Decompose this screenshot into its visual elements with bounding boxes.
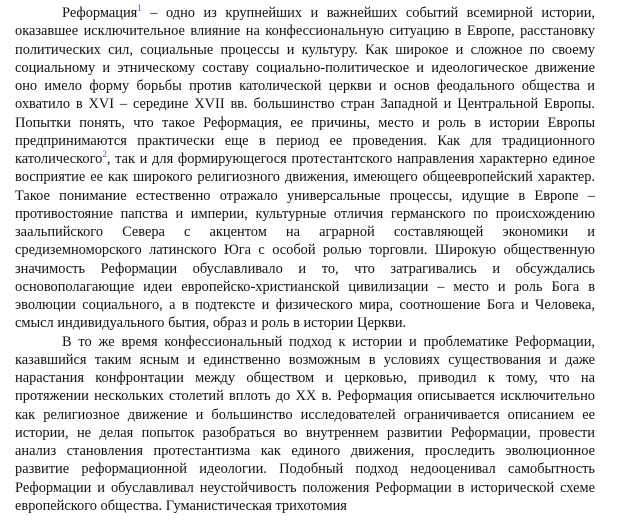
- text-run: , так и для формирующегося протестантского направления характерно единое восприятие ее как широкого религиозного движения, имеющего общеевропейский характер. Такое понимание естественно отражало универсальные процессы, идущие в Европе – противостояние папства и империи, культурные отличия германского по происхождению заальпийского Севера с акцентом на аграрной составляющей экономики и средиземноморского латинского Юга с особой ролью торговли. Широкую общественную значимость Реформации обуславливало и то, что затрагивались и обсуждались основополагающие идеи европейско-христианской цивилизации – место и роль Бога в эволюции социального, а в подтексте и физического мира, соотношение Бога и Человека, смысл индивидуального бытия, образ и роль в истории Церкви.: [15, 151, 595, 332]
- text-run: В то же время конфессиональный подход к истории и проблематике Реформации, казавшийся таким ясным и единственно возможным в условиях существования и даже нарастания конфронтации между обществом и церковью, приводил к тому, что на протяжении нескольких столетий вплоть до XX в. Реформация описывается исключительно как религиозное движение и большинство исследователей ограничивается описанием ее истории, не делая попыток разобраться во внутреннем развитии Реформации, провести анализ становления протестантизма как единого движения, проследить эволюционное развитие реформационной идеологии. Подобный подход недооценивал самобытность Реформации и обуславливал неустойчивость положения Реформации в исторической схеме европейского общества. Гуманистическая трихотомия: [15, 333, 595, 514]
- document-page: [15, 4, 595, 515]
- footnote-ref-1[interactable]: 1: [137, 3, 142, 13]
- footnote-ref-2[interactable]: 2: [102, 149, 107, 159]
- text-run: – одно из крупнейших и важнейших событий всемирной истории, оказавшее исключительное влияние на конфессиональную ситуацию в Европе, расстановку политических сил, социальные процессы и культуру. Как широкое и сложное по своему социальному и этническому составу социально-политическое и идеологическое движение оно имело форму борьбы против католической церкви и основ феодального общества и охватило в XVI – середине XVII вв. большинство стран Западной и Центральной Европы. Попытки понять, что такое Реформация, ее причины, место и роль в истории Европы предпринимаются практически еще в период ее проведения. Как для традиционного католического: [15, 5, 595, 167]
- paragraph-2: [15, 333, 595, 516]
- text-run: Реформация: [62, 5, 138, 21]
- paragraph-1: [15, 4, 595, 333]
